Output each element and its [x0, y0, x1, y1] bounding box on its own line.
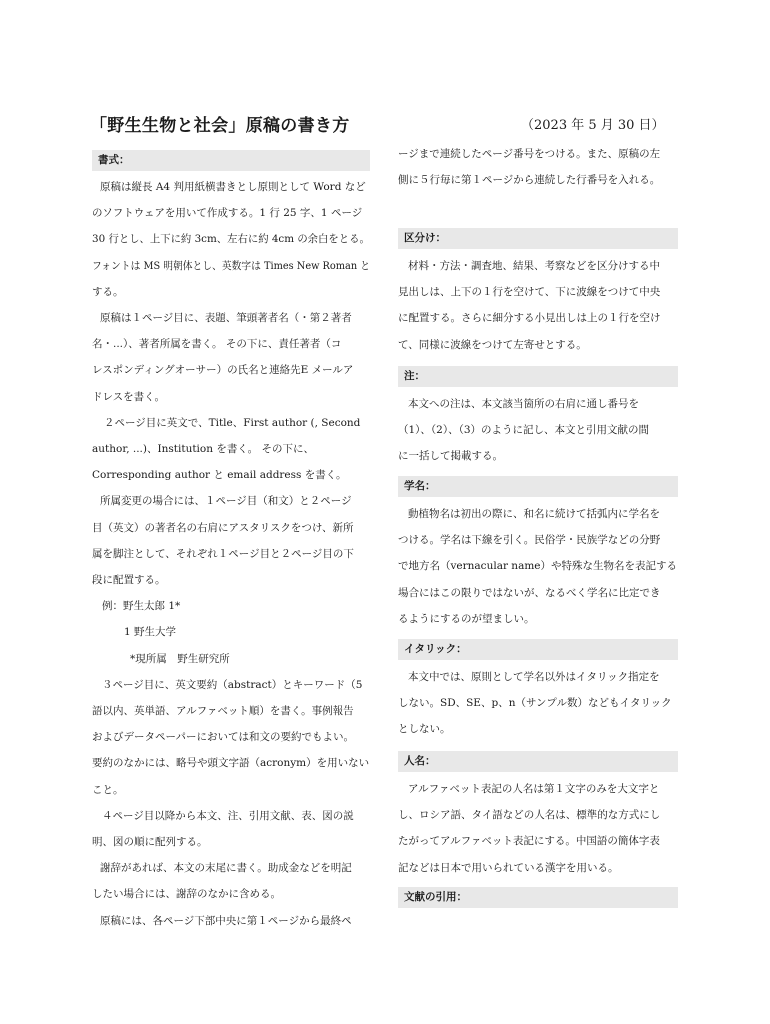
- body-line: 本文への注は、本文該当箇所の右肩に通し番号を: [408, 398, 639, 410]
- body-line: 原稿は縦長 A4 判用紙横書きとし原則として Word など: [100, 181, 366, 193]
- body-line: つける。学名は下線を引く。民俗学・民族学などの分野: [398, 534, 661, 547]
- section-heading-personal-names: 人名：: [398, 751, 678, 772]
- document-title: 「野生生物と社会」原稿の書き方: [90, 116, 350, 136]
- body-line: 見出しは、上下の１行を空けて、下に波線をつけて中央: [398, 286, 661, 299]
- body-line: 段に配置する。: [92, 574, 166, 586]
- document-date: （2023 年 5 月 30 日）: [521, 118, 665, 133]
- body-line: 属を脚注として、それぞれ１ページ目と２ページ目の下: [92, 547, 354, 560]
- body-line: こと。: [92, 783, 124, 796]
- section-heading-divisions: 区分け：: [398, 228, 678, 249]
- body-line: ４ページ目以降から本文、注、引用文献、表、図の説: [102, 809, 354, 822]
- body-line: しない。SD、SE、p、n（サンプル数）などもイタリック: [398, 697, 672, 710]
- body-line: としない。: [398, 723, 451, 736]
- section-heading-scientific-names: 学名：: [398, 476, 678, 497]
- body-line: 名・...）、著者所属を書く。 その下に、責任著者（コ: [92, 338, 342, 351]
- body-line: ３ページ目に、英文要約（abstract）とキーワード（5: [102, 678, 363, 691]
- body-line: フォントは MS 明朝体とし、英数字は Times New Roman と: [92, 259, 371, 272]
- body-line: 側に５行毎に第１ページから連続した行番号を入れる。: [398, 174, 661, 187]
- body-line: Corresponding author と email address を書く。: [92, 469, 347, 482]
- body-line: ２ページ目に英文で、Title、First author (, Second: [104, 416, 361, 429]
- body-line: 例：野生太郎 1*: [102, 600, 181, 613]
- body-line: るようにするのが望ましい。: [398, 612, 535, 625]
- body-line: 30 行とし、上下に約 3cm、左右に約 4cm の余白をとる。: [92, 233, 370, 246]
- section-heading-notes: 注：: [398, 366, 678, 387]
- body-line: に一括して掲載する。: [398, 450, 503, 463]
- body-line: およびデータペーパーにおいては和文の要約でもよい。: [92, 731, 354, 744]
- body-line: 原稿には、各ページ下部中央に第１ページから最終ペ: [100, 914, 352, 927]
- section-heading-format: 書式：: [92, 150, 370, 171]
- body-line: 動植物名は初出の際に、和名に続けて括弧内に学名を: [408, 508, 660, 520]
- body-line: 目（英文）の著者名の右肩にアスタリスクをつけ、新所: [92, 521, 354, 534]
- body-line: 語以内、英単語、アルファベット順）を書く。事例報告: [92, 705, 354, 717]
- body-line: たがってアルファベット表記にする。中国語の簡体字表: [398, 835, 660, 848]
- body-line: （1）、（2）、（3）のように記し、本文と引用文献の間: [398, 424, 650, 437]
- body-line: て、同様に波線をつけて左寄せとする。: [398, 338, 587, 351]
- body-line: 原稿は１ページ目に、表題、筆頭著者名（・第２著者: [100, 312, 352, 324]
- section-heading-citations: 文献の引用：: [398, 887, 678, 908]
- body-line: レスポンディングオーサー）の氏名と連絡先E メールア: [92, 364, 354, 377]
- body-line: 謝辞があれば、本文の末尾に書く。助成金などを明記: [100, 862, 352, 875]
- body-line: したい場合には、謝辞のなかに含める。: [92, 888, 281, 901]
- body-line: する。: [92, 285, 124, 298]
- body-line: 材料・方法・調査地、結果、考察などを区分けする中: [408, 260, 660, 272]
- body-line: アルファベット表記の人名は第１文字のみを大文字と: [408, 783, 660, 795]
- body-line: で地方名（vernacular name）や特殊な生物名を表記する: [398, 560, 677, 573]
- body-line: 1 野生大学: [124, 626, 177, 639]
- body-line: 記などは日本で用いられている漢字を用いる。: [398, 861, 619, 874]
- body-line: 所属変更の場合には、１ページ目（和文）と２ページ: [100, 495, 352, 508]
- body-line: のソフトウェアを用いて作成する。1 行 25 字、1 ページ: [92, 207, 363, 220]
- body-line: ドレスを書く。: [92, 390, 165, 403]
- section-heading-italics: イタリック：: [398, 639, 678, 660]
- body-line: *現所属 野生研究所: [130, 652, 230, 665]
- body-line: author, ...)、Institution を書く。 その下に、: [92, 443, 314, 455]
- body-line: ージまで連続したページ番号をつける。また、原稿の左: [398, 148, 661, 160]
- body-line: 場合にはこの限りではないが、なるべく学名に比定でき: [398, 586, 661, 599]
- body-line: し、ロシア語、タイ語などの人名は、標準的な方式にし: [398, 809, 661, 822]
- body-line: 明、図の順に配列する。: [92, 836, 208, 848]
- body-line: 要約のなかには、略号や頭文字語（acronym）を用いない: [92, 757, 370, 770]
- body-line: 本文中では、原則として学名以外はイタリック指定を: [408, 671, 660, 683]
- body-line: に配置する。さらに細分する小見出しは上の１行を空け: [398, 312, 661, 325]
